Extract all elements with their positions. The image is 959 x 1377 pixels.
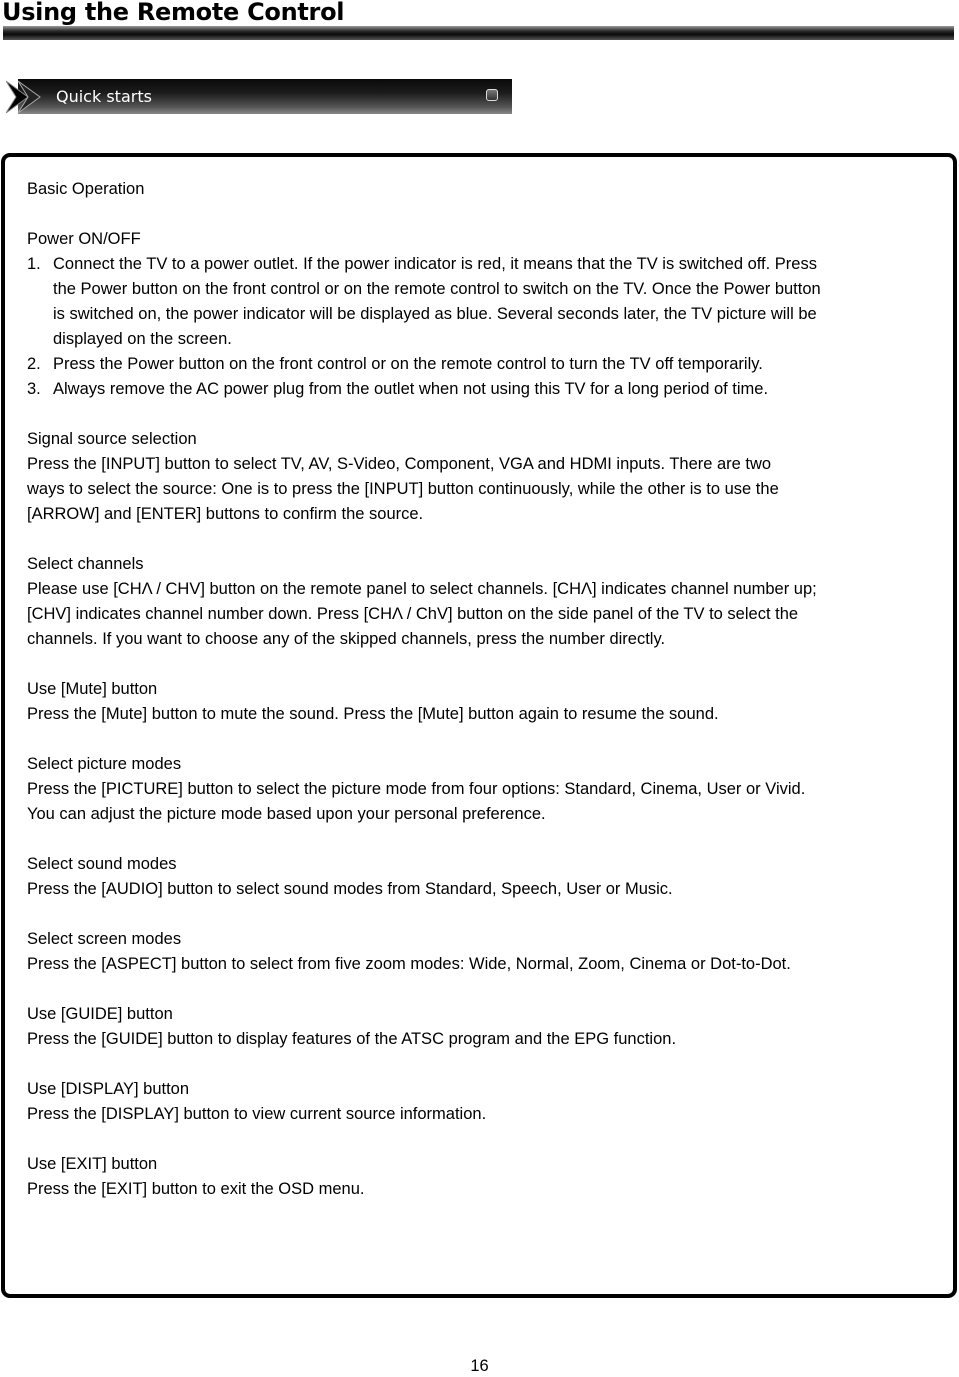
list-item: [27, 377, 947, 402]
text-line: channels. If you want to choose any of the skipped channels, press the number directly.: [27, 630, 666, 648]
text-line: Connect the TV to a power outlet. If the power indicator is red, it means that the TV is switched off. Press: [53, 255, 817, 273]
text-line: Press the Power button on the front control or on the remote control to turn the TV off temporarily.: [53, 355, 763, 373]
content-body: [27, 177, 947, 1202]
list-number: 2.: [27, 355, 41, 373]
text-line: Press the [DISPLAY] button to view current source information.: [27, 1105, 487, 1123]
text-line: Press the [INPUT] button to select TV, AV, S-Video, Component, VGA and HDMI inputs. There are two: [27, 455, 772, 473]
text-line: Press the [AUDIO] button to select sound modes from Standard, Speech, User or Music.: [27, 880, 673, 898]
text-line: You can adjust the picture mode based upon your personal preference.: [27, 805, 546, 823]
list-item: [27, 252, 947, 352]
section-heading-basic-operation: Basic Operation: [27, 180, 145, 198]
text-line: the Power button on the front control or on the remote control to switch on the TV. Once the Power button: [53, 280, 821, 298]
mute-heading: Use [Mute] button: [27, 680, 158, 698]
list-number: 1.: [27, 255, 41, 273]
text-line: Press the [GUIDE] button to display features of the ATSC program and the EPG function.: [27, 1030, 677, 1048]
text-line: Press the [Mute] button to mute the sound. Press the [Mute] button again to resume the sound.: [27, 705, 719, 723]
text-line: Always remove the AC power plug from the outlet when not using this TV for a long period of time.: [53, 380, 769, 398]
text-line: is switched on, the power indicator will be displayed as blue. Several seconds later, the TV picture will be: [53, 305, 817, 323]
text-line: Please use [CHΛ / CHV] button on the remote panel to select channels. [CHΛ] indicates channel number up;: [27, 580, 817, 598]
page-number: 16: [470, 1357, 489, 1375]
list-item: [27, 352, 947, 377]
guide-heading: Use [GUIDE] button: [27, 1005, 173, 1023]
display-heading: Use [DISPLAY] button: [27, 1080, 190, 1098]
text-line: [ARROW] and [ENTER] buttons to confirm the source.: [27, 505, 424, 523]
picture-heading: Select picture modes: [27, 755, 182, 773]
sound-heading: Select sound modes: [27, 855, 177, 873]
square-icon: [486, 89, 498, 101]
text-line: Press the [ASPECT] button to select from five zoom modes: Wide, Normal, Zoom, Cinema or Dot-to-Dot.: [27, 955, 791, 973]
section-title: Quick starts: [56, 87, 152, 106]
chevron-right-icon: [6, 79, 42, 115]
channels-heading: Select channels: [27, 555, 144, 573]
exit-heading: Use [EXIT] button: [27, 1155, 158, 1173]
screen-heading: Select screen modes: [27, 930, 182, 948]
signal-heading: Signal source selection: [27, 430, 197, 448]
text-line: Press the [PICTURE] button to select the picture mode from four options: Standard, Cinema, User or Vivid.: [27, 780, 806, 798]
power-heading: Power ON/OFF: [27, 230, 141, 248]
title-underline-bar: [3, 26, 954, 40]
text-line: Press the [EXIT] button to exit the OSD menu.: [27, 1180, 365, 1198]
text-line: [CHV] indicates channel number down. Press [CHΛ / ChV] button on the side panel of the TV to select the: [27, 605, 799, 623]
text-line: ways to select the source: One is to press the [INPUT] button continuously, while the other is to use the: [27, 480, 779, 498]
page-title: Using the Remote Control: [2, 0, 345, 26]
text-line: displayed on the screen.: [53, 330, 232, 348]
list-number: 3.: [27, 380, 41, 398]
